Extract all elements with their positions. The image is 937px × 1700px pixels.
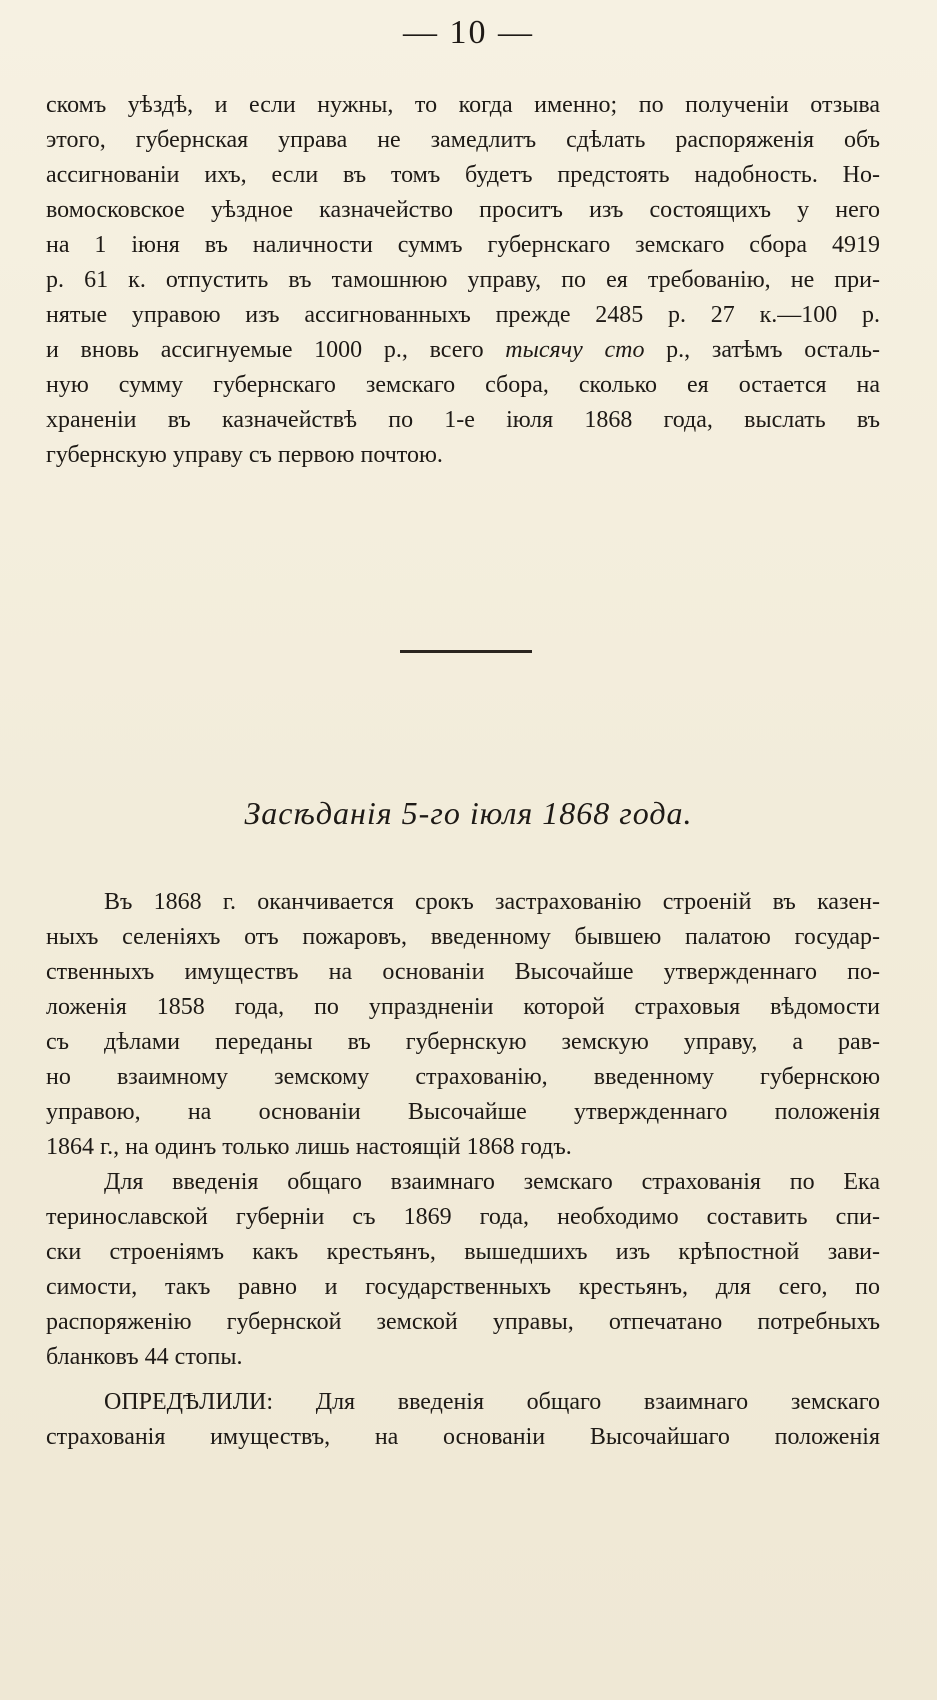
paragraph-continuation (46, 88, 880, 473)
text-line: р. 61 к. отпустить въ тамошнюю управу, по ея требованію, не при- (46, 267, 880, 293)
text-line: Для введенія общаго взаимнаго земскаго страхованія по Ека (104, 1169, 880, 1195)
text-line: но взаимному земскому страхованію, введенному губернскою (46, 1064, 880, 1090)
paragraph-mutual-insurance (46, 1165, 880, 1375)
text-line: на 1 іюня въ наличности суммъ губернскаго земскаго сбора 4919 (46, 232, 880, 258)
text-line: теринославской губерніи съ 1869 года, необходимо составить спи- (46, 1204, 880, 1230)
text-line: губернскую управу съ первою почтою. (46, 442, 443, 468)
text-line-with-italic: и вновь ассигнуемые 1000 р., всего тысячу сто р., затѣмъ осталь- (46, 337, 881, 363)
text-line: управою, на основаніи Высочайше утвержденнаго положенія (46, 1099, 880, 1125)
text-line: бланковъ 44 стопы. (46, 1344, 243, 1370)
text-line: ныхъ селеніяхъ отъ пожаровъ, введенному бывшею палатою государ- (46, 924, 880, 950)
text-line: скомъ уѣздѣ, и если нужны, то когда именно; по полученіи отзыва (46, 92, 880, 118)
text-line: ОПРЕДѢЛИЛИ: Для введенія общаго взаимнаго земскаго (104, 1389, 880, 1415)
text-line: ски строеніямъ какъ крестьянъ, вышедшихъ изъ крѣпостной зави- (46, 1239, 880, 1265)
text-line: распоряженію губернской земской управы, отпечатано потребныхъ (46, 1309, 880, 1335)
text-line: 1864 г., на одинъ только лишь настоящій 1868 годъ. (46, 1134, 572, 1160)
text-line: нятые управою изъ ассигнованныхъ прежде 2485 р. 27 к.—100 р. (46, 302, 880, 328)
session-heading: Засѣданія 5-го іюля 1868 года. (244, 795, 693, 831)
italic-phrase: тысячу сто (505, 337, 645, 363)
text-line: съ дѣлами переданы въ губернскую земскую управу, а рав- (46, 1029, 880, 1055)
page-number: — 10 — (403, 14, 534, 51)
text-line: этого, губернская управа не замедлитъ сдѣлать распоряженія объ (46, 127, 880, 153)
text-line: вомосковское уѣздное казначейство проситъ изъ состоящихъ у него (46, 197, 880, 223)
paragraph-resolution (46, 1385, 880, 1455)
text-line: ассигнованіи ихъ, если въ томъ будетъ предстоять надобность. Но- (46, 162, 880, 188)
section-divider (400, 650, 532, 653)
paragraph-insurance-term (46, 885, 880, 1165)
text-line: Въ 1868 г. оканчивается срокъ застрахованію строеній въ казен- (104, 889, 880, 915)
text-line: страхованія имуществъ, на основаніи Высочайшаго положенія (46, 1424, 880, 1450)
text-line: ложенія 1858 года, по упраздненіи которой страховыя вѣдомости (46, 994, 880, 1020)
text-line: ственныхъ имуществъ на основаніи Высочайше утвержденнаго по- (46, 959, 880, 985)
text-line: ную сумму губернскаго земскаго сбора, сколько ея остается на (46, 372, 880, 398)
text-line: храненіи въ казначействѣ по 1-е іюля 1868 года, выслать въ (46, 407, 880, 433)
text-line: симости, такъ равно и государственныхъ крестьянъ, для сего, по (46, 1274, 880, 1300)
